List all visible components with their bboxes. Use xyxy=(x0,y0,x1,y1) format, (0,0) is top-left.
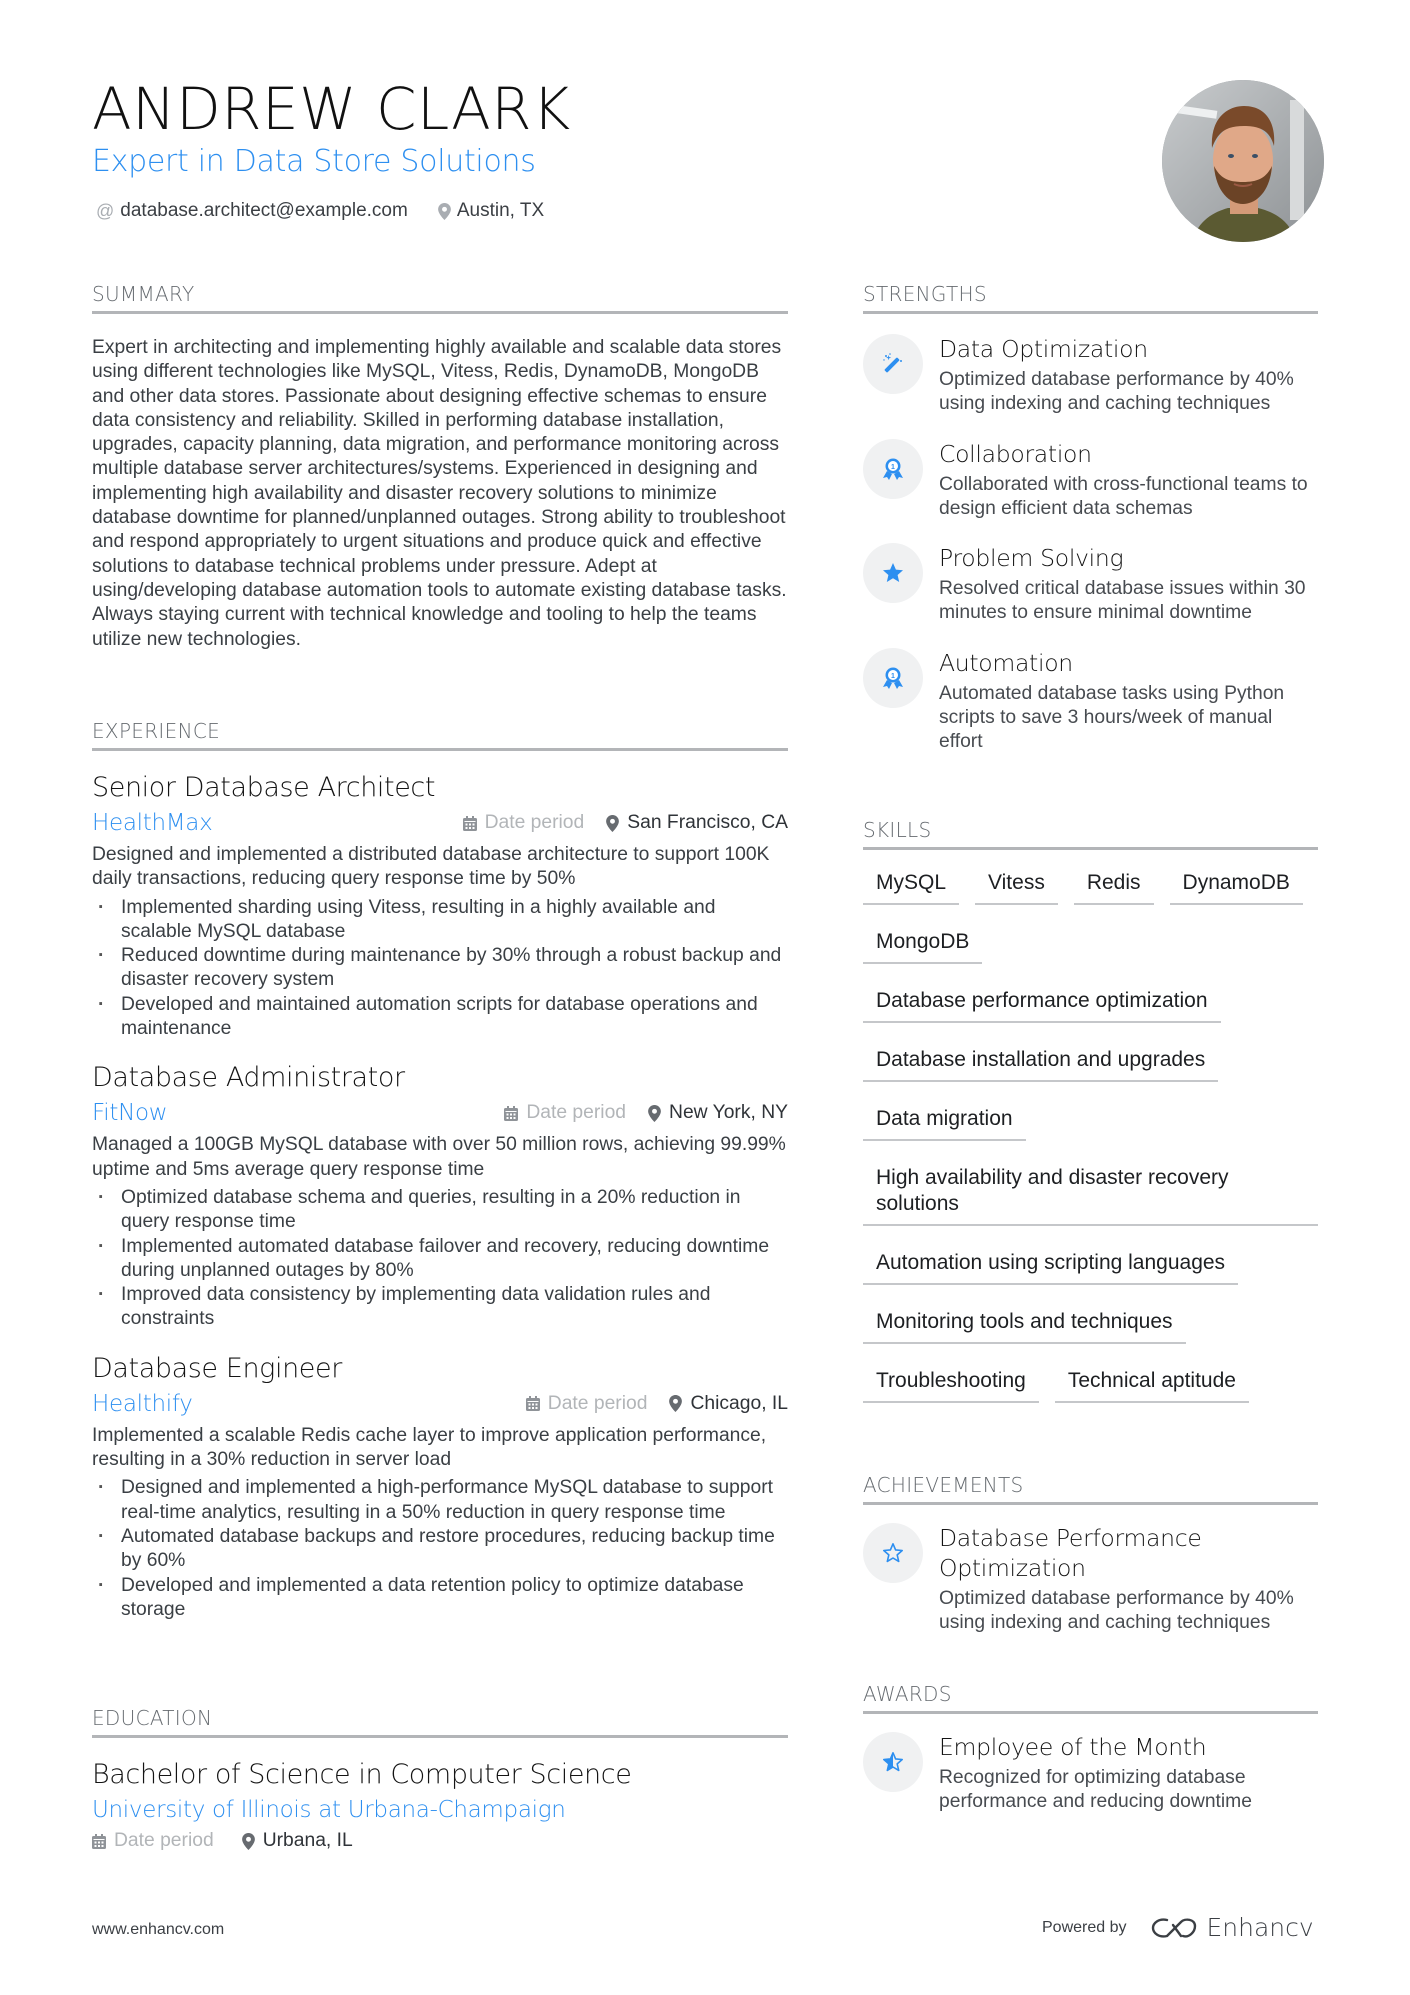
skill-tag: Vitess xyxy=(975,864,1058,905)
email-text: database.architect@example.com xyxy=(120,200,408,221)
job-description: Designed and implemented a distributed database architecture to support 100K daily transactions, reducing query response time by 50% xyxy=(92,844,770,890)
skill-tag: MongoDB xyxy=(863,923,982,964)
skill-tag: Technical aptitude xyxy=(1055,1362,1249,1403)
job-bullets xyxy=(92,896,788,1042)
profile-photo xyxy=(1162,80,1324,242)
enhancv-logo-icon xyxy=(1151,1916,1197,1940)
star-outline-icon xyxy=(863,1523,923,1583)
award-ribbon-icon xyxy=(863,439,923,499)
company-name[interactable]: Healthify xyxy=(92,1390,193,1417)
company-name[interactable]: HealthMax xyxy=(92,810,213,836)
skill-tag: Data migration xyxy=(863,1100,1026,1141)
calendar-icon xyxy=(504,1106,518,1121)
location-text: Chicago, IL xyxy=(690,1392,788,1414)
strength-item xyxy=(863,439,1318,522)
education-location xyxy=(242,1830,353,1852)
section-divider xyxy=(92,1735,788,1738)
achievements-section xyxy=(863,1473,1318,1636)
strength-description: Collaborated with cross-functional teams to design efficient data schemas xyxy=(939,473,1308,519)
strengths-heading: STRENGTHS xyxy=(863,282,987,306)
map-pin-icon xyxy=(242,1833,255,1850)
achievement-title: Database Performance Optimization xyxy=(939,1524,1202,1582)
date-text: Date period xyxy=(526,1102,627,1124)
strength-description: Automated database tasks using Python scripts to save 3 hours/week of manual effort xyxy=(939,682,1285,753)
bullet-item: · Developed and maintained automation scripts for database operations and maintenance xyxy=(92,993,788,1042)
education-meta xyxy=(92,1830,788,1852)
section-divider xyxy=(863,847,1318,850)
bullet-item: · Implemented automated database failover and recovery, reducing downtime during unplanned outages by 80% xyxy=(92,1235,788,1284)
location-text: Austin, TX xyxy=(456,200,545,221)
date-text: Date period xyxy=(484,812,585,833)
job-entry xyxy=(92,1352,788,1622)
skill-tag: DynamoDB xyxy=(1170,864,1303,905)
magic-wand-icon xyxy=(863,334,923,394)
calendar-icon xyxy=(526,1396,540,1411)
map-pin-icon xyxy=(606,815,619,832)
job-location xyxy=(669,1393,788,1415)
star-filled-icon xyxy=(863,543,923,603)
footer-website-link[interactable]: www.enhancv.com xyxy=(92,1921,225,1938)
bullet-item: · Automated database backups and restore procedures, reducing backup time by 60% xyxy=(92,1525,788,1574)
bullet-item: · Reduced downtime during maintenance by 30% through a robust backup and disaster recovery system xyxy=(92,944,788,993)
enhancv-logo[interactable] xyxy=(1151,1913,1314,1942)
job-entry xyxy=(92,771,788,1041)
experience-heading: EXPERIENCE xyxy=(92,719,221,743)
strength-item xyxy=(863,334,1318,417)
school-name[interactable]: University of Illinois at Urbana-Champaign xyxy=(92,1797,566,1823)
summary-text: Expert in architecting and implementing highly available and scalable data stores using different technologies like MySQL, Vitess, Redis, DynamoDB, MongoDB and other data stores. Passionate about designing effective schemas to ensure data consistency and reliability. Skilled in performing database installation, upgrades, capacity planning, data migration, and performance monitoring across multiple database server architectures/systems. Experienced in designing and implementing high availability and disaster recovery solutions to minimize database downtime for planned/unplanned outages. Strong ability to troubleshoot and respond appropriately to urgent situations and produce quick and effective solutions to database technical problems under pressure. Adept at using/developing database automation tools to automate existing database tasks. Always staying current with technical knowledge and tooling to help the teams utilize new technologies. xyxy=(92,337,787,650)
skill-tag: Troubleshooting xyxy=(863,1362,1039,1403)
award-description: Recognized for optimizing database performance and reducing downtime xyxy=(939,1767,1252,1813)
avatar-illustration xyxy=(1162,80,1324,242)
job-title: Database Administrator xyxy=(92,1062,405,1094)
strength-description: Optimized database performance by 40% using indexing and caching techniques xyxy=(939,369,1294,415)
job-title: Database Engineer xyxy=(92,1352,342,1384)
job-description: Managed a 100GB MySQL database with over 50 million rows, achieving 99.99% uptime and 5ms average query response time xyxy=(92,1134,786,1180)
skill-tag: Database performance optimization xyxy=(863,982,1221,1023)
calendar-icon xyxy=(92,1834,106,1849)
skills-heading: SKILLS xyxy=(863,818,932,842)
strength-title: Automation xyxy=(939,648,1073,677)
svg-text:1: 1 xyxy=(891,463,895,471)
bullet-item: · Optimized database schema and queries, resulting in a 20% reduction in query response time xyxy=(92,1186,788,1235)
summary-heading: SUMMARY xyxy=(92,282,195,306)
map-pin-icon xyxy=(648,1105,661,1122)
bullet-item: · Implemented sharding using Vitess, resulting in a highly available and scalable MySQL database xyxy=(92,896,788,945)
star-half-icon xyxy=(863,1732,923,1792)
contact-info xyxy=(96,198,566,224)
awards-section xyxy=(863,1682,1318,1815)
award-title: Employee of the Month xyxy=(939,1733,1207,1761)
job-location xyxy=(648,1102,788,1124)
education-date xyxy=(92,1830,214,1852)
contact-location xyxy=(438,198,544,224)
location-text: San Francisco, CA xyxy=(627,812,788,833)
brand-name: Enhancv xyxy=(1206,1913,1314,1942)
section-divider xyxy=(863,1502,1318,1505)
skill-tag: High availability and disaster recovery solutions xyxy=(863,1159,1318,1226)
job-meta xyxy=(92,1097,788,1129)
location-text: Urbana, IL xyxy=(262,1830,353,1851)
degree-title: Bachelor of Science in Computer Science xyxy=(92,1759,632,1790)
section-divider xyxy=(863,311,1318,314)
job-meta xyxy=(92,1388,788,1420)
section-divider xyxy=(92,311,788,314)
strength-description: Resolved critical database issues within 30 minutes to ensure minimal downtime xyxy=(939,578,1306,624)
bullet-item: · Improved data consistency by implementing data validation rules and constraints xyxy=(92,1283,788,1332)
skills-section xyxy=(863,818,1318,1421)
section-divider xyxy=(92,748,788,751)
skill-tag: MySQL xyxy=(863,864,959,905)
strength-item xyxy=(863,648,1318,755)
job-location xyxy=(606,812,788,834)
footer-branding xyxy=(1042,1913,1314,1942)
candidate-name: ANDREW CLARK xyxy=(92,75,571,143)
achievements-heading: ACHIEVEMENTS xyxy=(863,1473,1024,1497)
candidate-title: Expert in Data Store Solutions xyxy=(92,144,536,179)
skill-tag: Database installation and upgrades xyxy=(863,1041,1218,1082)
achievement-item xyxy=(863,1523,1318,1636)
calendar-icon xyxy=(463,816,477,831)
job-date xyxy=(504,1102,626,1124)
job-description: Implemented a scalable Redis cache layer to improve application performance, resulting in a 30% reduction in server load xyxy=(92,1424,767,1471)
award-ribbon-icon xyxy=(863,648,923,708)
at-icon: @ xyxy=(96,201,115,221)
job-bullets xyxy=(92,1186,788,1332)
skill-tag: Monitoring tools and techniques xyxy=(863,1303,1186,1344)
section-divider xyxy=(863,1711,1318,1714)
strength-title: Problem Solving xyxy=(939,544,1124,573)
date-text: Date period xyxy=(114,1830,214,1851)
company-name[interactable]: FitNow xyxy=(92,1100,168,1127)
svg-text:1: 1 xyxy=(891,672,895,680)
job-date xyxy=(463,812,585,834)
job-bullets xyxy=(92,1476,788,1622)
map-pin-icon xyxy=(669,1395,682,1412)
strength-title: Collaboration xyxy=(939,439,1092,468)
skill-tag: Automation using scripting languages xyxy=(863,1244,1238,1285)
job-meta xyxy=(92,807,788,839)
strengths-section xyxy=(863,282,1318,755)
award-item xyxy=(863,1732,1318,1815)
experience-section xyxy=(92,719,788,1622)
job-title: Senior Database Architect xyxy=(92,772,436,803)
location-text: New York, NY xyxy=(669,1102,788,1124)
strength-item xyxy=(863,543,1318,626)
bullet-item: · Designed and implemented a high-performance MySQL database to support real-time analytics, resulting in a 50% reduction in query response time xyxy=(92,1476,788,1525)
job-entry xyxy=(92,1061,788,1331)
skill-tag: Redis xyxy=(1074,864,1154,905)
education-section xyxy=(92,1706,788,1852)
summary-section xyxy=(92,282,788,652)
education-heading: EDUCATION xyxy=(92,1706,213,1730)
skills-list xyxy=(863,864,1318,1421)
strength-title: Data Optimization xyxy=(939,335,1148,363)
map-pin-icon xyxy=(438,203,451,220)
contact-email[interactable] xyxy=(96,198,408,224)
date-text: Date period xyxy=(547,1392,648,1414)
bullet-item: · Developed and implemented a data retention policy to optimize database storage xyxy=(92,1574,788,1623)
achievement-description: Optimized database performance by 40% using indexing and caching techniques xyxy=(939,1588,1294,1634)
awards-heading: AWARDS xyxy=(863,1682,952,1706)
job-date xyxy=(526,1393,648,1415)
powered-by-text: Powered by xyxy=(1042,1918,1127,1936)
